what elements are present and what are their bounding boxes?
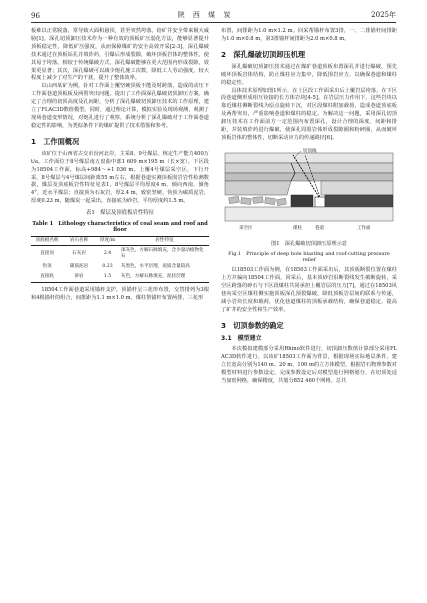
- table-row: [31, 262, 209, 272]
- broken-rock-blocks: [229, 196, 287, 205]
- label-gob: 采空区: [239, 225, 253, 231]
- section-1-heading: 1 工作面概况: [31, 136, 80, 146]
- section-3-paragraph-1: 本次模拟建模部分采用Rhino软件进行，切顶卸压数值计算部分采用FLAC3D软件进行。以该矿18503工作面为背景，根据现场实际地层条件，建立长宽高分别为140 m、20 m、100 m的立方体模型。根据岩石物理参数对模型材料进行参数设定。完成参数设定后对模型进行网格划分，在切顶处适当加密网格，确保精度，共划分852 460个网格。总共: [221, 345, 397, 384]
- journal-name: 陕 西 煤 炭: [177, 11, 234, 19]
- label-face: 工作面: [357, 225, 371, 231]
- middle-stratum: [225, 163, 393, 173]
- floor-stratum: [225, 207, 393, 221]
- figure-1-caption-cn: 图1 深孔爆破切顶卸压原理示意: [271, 240, 347, 247]
- table-row: [31, 272, 209, 283]
- table-cell: 直接顶: [40, 250, 54, 256]
- table-cell: 1.5: [95, 272, 120, 283]
- coal-seam: [325, 195, 393, 207]
- intro-paragraph-2: 以山西某矿为例，针对工作面上覆坚硬顶板不能及时跨落，造成的动压下工作面巷道顶板板及两帮突出问题，提出了工作面深孔爆破切顶卸压方案。确定了合理的切顶高度及孔间距，分析了深孔爆破切顶卸压技术的工作原理，建立了FLAC3D数值模型。同时，通过理论计算，模拟实验及现场观测，观测了现场巷道变形情况，对炮孔进行了观察，系统分析了深孔爆破对于工作面巷道稳定性的影响，为类似条件下的煤矿提供了技术借鉴和参考。: [31, 83, 209, 129]
- left-column: [31, 28, 209, 303]
- main-roof-stratum: [225, 173, 393, 181]
- table-1-title-en: Table 1 Lithology characteristics of coal seam and roof and floor: [32, 221, 208, 234]
- section-3-1-heading: 3.1 模型建立: [221, 334, 262, 342]
- page-number: 96: [31, 12, 40, 20]
- support-paragraph: 18504工作面巷道采用锚杆支护，顶锚杆呈三花形布置，交替排列为3根和4根锚杆的组合，间排距为1.1 m×1.0 m。煤柱帮锚杆布置两排，三花形: [31, 286, 209, 301]
- label-pillar: 煤柱: [293, 225, 302, 231]
- table-cell: 碳质泥岩: [69, 263, 89, 269]
- coal-pillar: [291, 195, 313, 207]
- table-header: 厚度/m: [95, 236, 120, 245]
- immediate-roof: [321, 181, 393, 195]
- roof-cutting-diagram: [221, 147, 397, 239]
- running-header: [31, 7, 396, 23]
- table-cell: 伪顶: [42, 263, 52, 269]
- label-cut-line: 切顶线: [303, 148, 317, 154]
- intro-paragraph-1: 板难以正常脱落，常导致大面积悬顶，甚至突然垮落，给矿井安全带来极大威胁[1]。深孔切顶卸压技术作为一种有效的顶板矿压弱化方法，能够显著提升顶板稳定性，降低矿压强度，从而保障煤矿的安全高效开采[2-3]。深孔爆破技术通过在顶板钻孔并填炸药，引爆后形成裂隙，破坏顶板岩体的整体性，使其易于垮落。相较于传统爆破方式，深孔爆破能够在更大范围内形成裂隙，效果更显著；其次，深孔爆破可以减少炮孔施工次数，降低工人劳动强度，较大程度上减少了对生产的干扰，提升了整体效率。: [31, 28, 209, 82]
- table-cell: 灰黑色，水平层理，泥质含量较高: [120, 263, 190, 269]
- table-cell: 直接底: [31, 272, 63, 283]
- roadway: [315, 197, 325, 207]
- section-2-heading: 2 深孔爆破切顶卸压机理: [221, 49, 306, 59]
- table-cell: 深灰色，方解石脉填充，含少量动植物化石: [120, 247, 204, 259]
- section-2-paragraph-1: 深孔爆破切顶卸压技术通过在煤矿巷道顶板布置深孔并进行爆破，预先破坏顶板岩体结构，防止煤柱应力集中，降低围岩应力，以确保巷道和煤柱的稳定性。: [221, 63, 397, 86]
- table-header: 岩性特征: [120, 236, 209, 245]
- section-3-heading: 3 切顶参数的确定: [221, 320, 284, 330]
- section-1-paragraph: 该矿位于山西省古交市汾河北岸，主采8、9号煤层，核定生产能力400万t/a。工作面位于8号煤层南五盘曲中部1 609 m×195 m（长×宽）。下区段为18504工作面，标高+984～+1 036 m。上覆4号煤层采空区，下行开采，8号煤层与4号煤层间距离55 m左右。根据巷道实测顶板围岩岩性检测数据，煤层及顶底板岩性特征见表1。8号煤层平均厚度4 m，倾向西南，倾角4°，近水平煤层；直接顶为石灰岩，厚2.4 m，致密坚硬。伪顶为碳质泥岩，厚度0.23 m，随煤炭一起采出。直接底为砂岩，平均厚度约1.5 m。: [31, 150, 209, 205]
- table-cell: 砂岩: [63, 272, 95, 283]
- issue-year: 2025年: [371, 11, 396, 19]
- table-cell: 0.23: [102, 263, 113, 269]
- table-header: 顶底板名称: [31, 236, 63, 245]
- figure-1-diagram: [221, 147, 397, 239]
- table-cell: 2.4: [103, 250, 112, 256]
- section-2-paragraph-2: 具体技术原理如图1所示，在上区段工作面采出后上覆岩层垮落，在下区段巷道侧形成相互铰接的长方体岩块[4-5]。在岩层压力作用下，这些岩块以靠近煤柱侧断裂线为原点旋转下沉，对区段煤柱附加载荷，造成巷道顶底板及两帮突出，严重影响巷道和煤柱的稳定。为解决这一问题，采用深孔切顶卸压技术在工作面前方一定范围内布置深孔，设计合理的深度、间距和排距，并装填炸药进行爆破，使深孔周围岩体形成裂隙圈和粉碎圈，从而破坏顶板岩体的整体性，切断采动应力的传递路径[6]。: [221, 87, 397, 141]
- label-roadway: 巷道: [315, 225, 324, 231]
- table-row: [31, 245, 209, 262]
- caved-block-layer: [225, 181, 291, 195]
- right-column: [221, 28, 397, 385]
- table-cell: 石灰岩: [72, 250, 86, 256]
- lithology-table: [31, 236, 209, 283]
- figure-1-caption-en: Fig.1 Principle of deep hole blasting and roof-cutting pressure relief: [228, 251, 390, 264]
- support-paragraph-continued: 布置，间排距为1.0 m×1.2 m。回采帮锚杆布置3排，一、二排锚杆间排距为1.0 m×0.8 m，第3排锚杆间排距为2.0 m×0.8 m。: [221, 28, 397, 42]
- section-2-paragraph-3: 以18503工作面为例，在18503工作面采出后，其顶板断裂位置在煤柱上方并偏向18504工作面，回采后，基本顶砂岩沿断裂线发生破断旋转，采空区跨落的碎石与下区段煤柱共同承担上覆岩层的压力[7]。通过在18503风巷向采空区煤柱侧实施顶板深孔预裂爆破，降低顶板岩层间的联系与传递，减小岩块长度和载荷，优化巷道煤柱的顶板承载结构，确保巷道稳定，提高了矿井的安全性和生产效率。: [221, 267, 397, 313]
- table-cell: 灰色，方解石脉填充，泥状层理: [120, 272, 209, 283]
- upper-stratum: [225, 153, 393, 163]
- table-header: 岩石名称: [63, 236, 95, 245]
- table-1-title-cn: 表1 煤层及顶底板岩性特征: [85, 210, 155, 217]
